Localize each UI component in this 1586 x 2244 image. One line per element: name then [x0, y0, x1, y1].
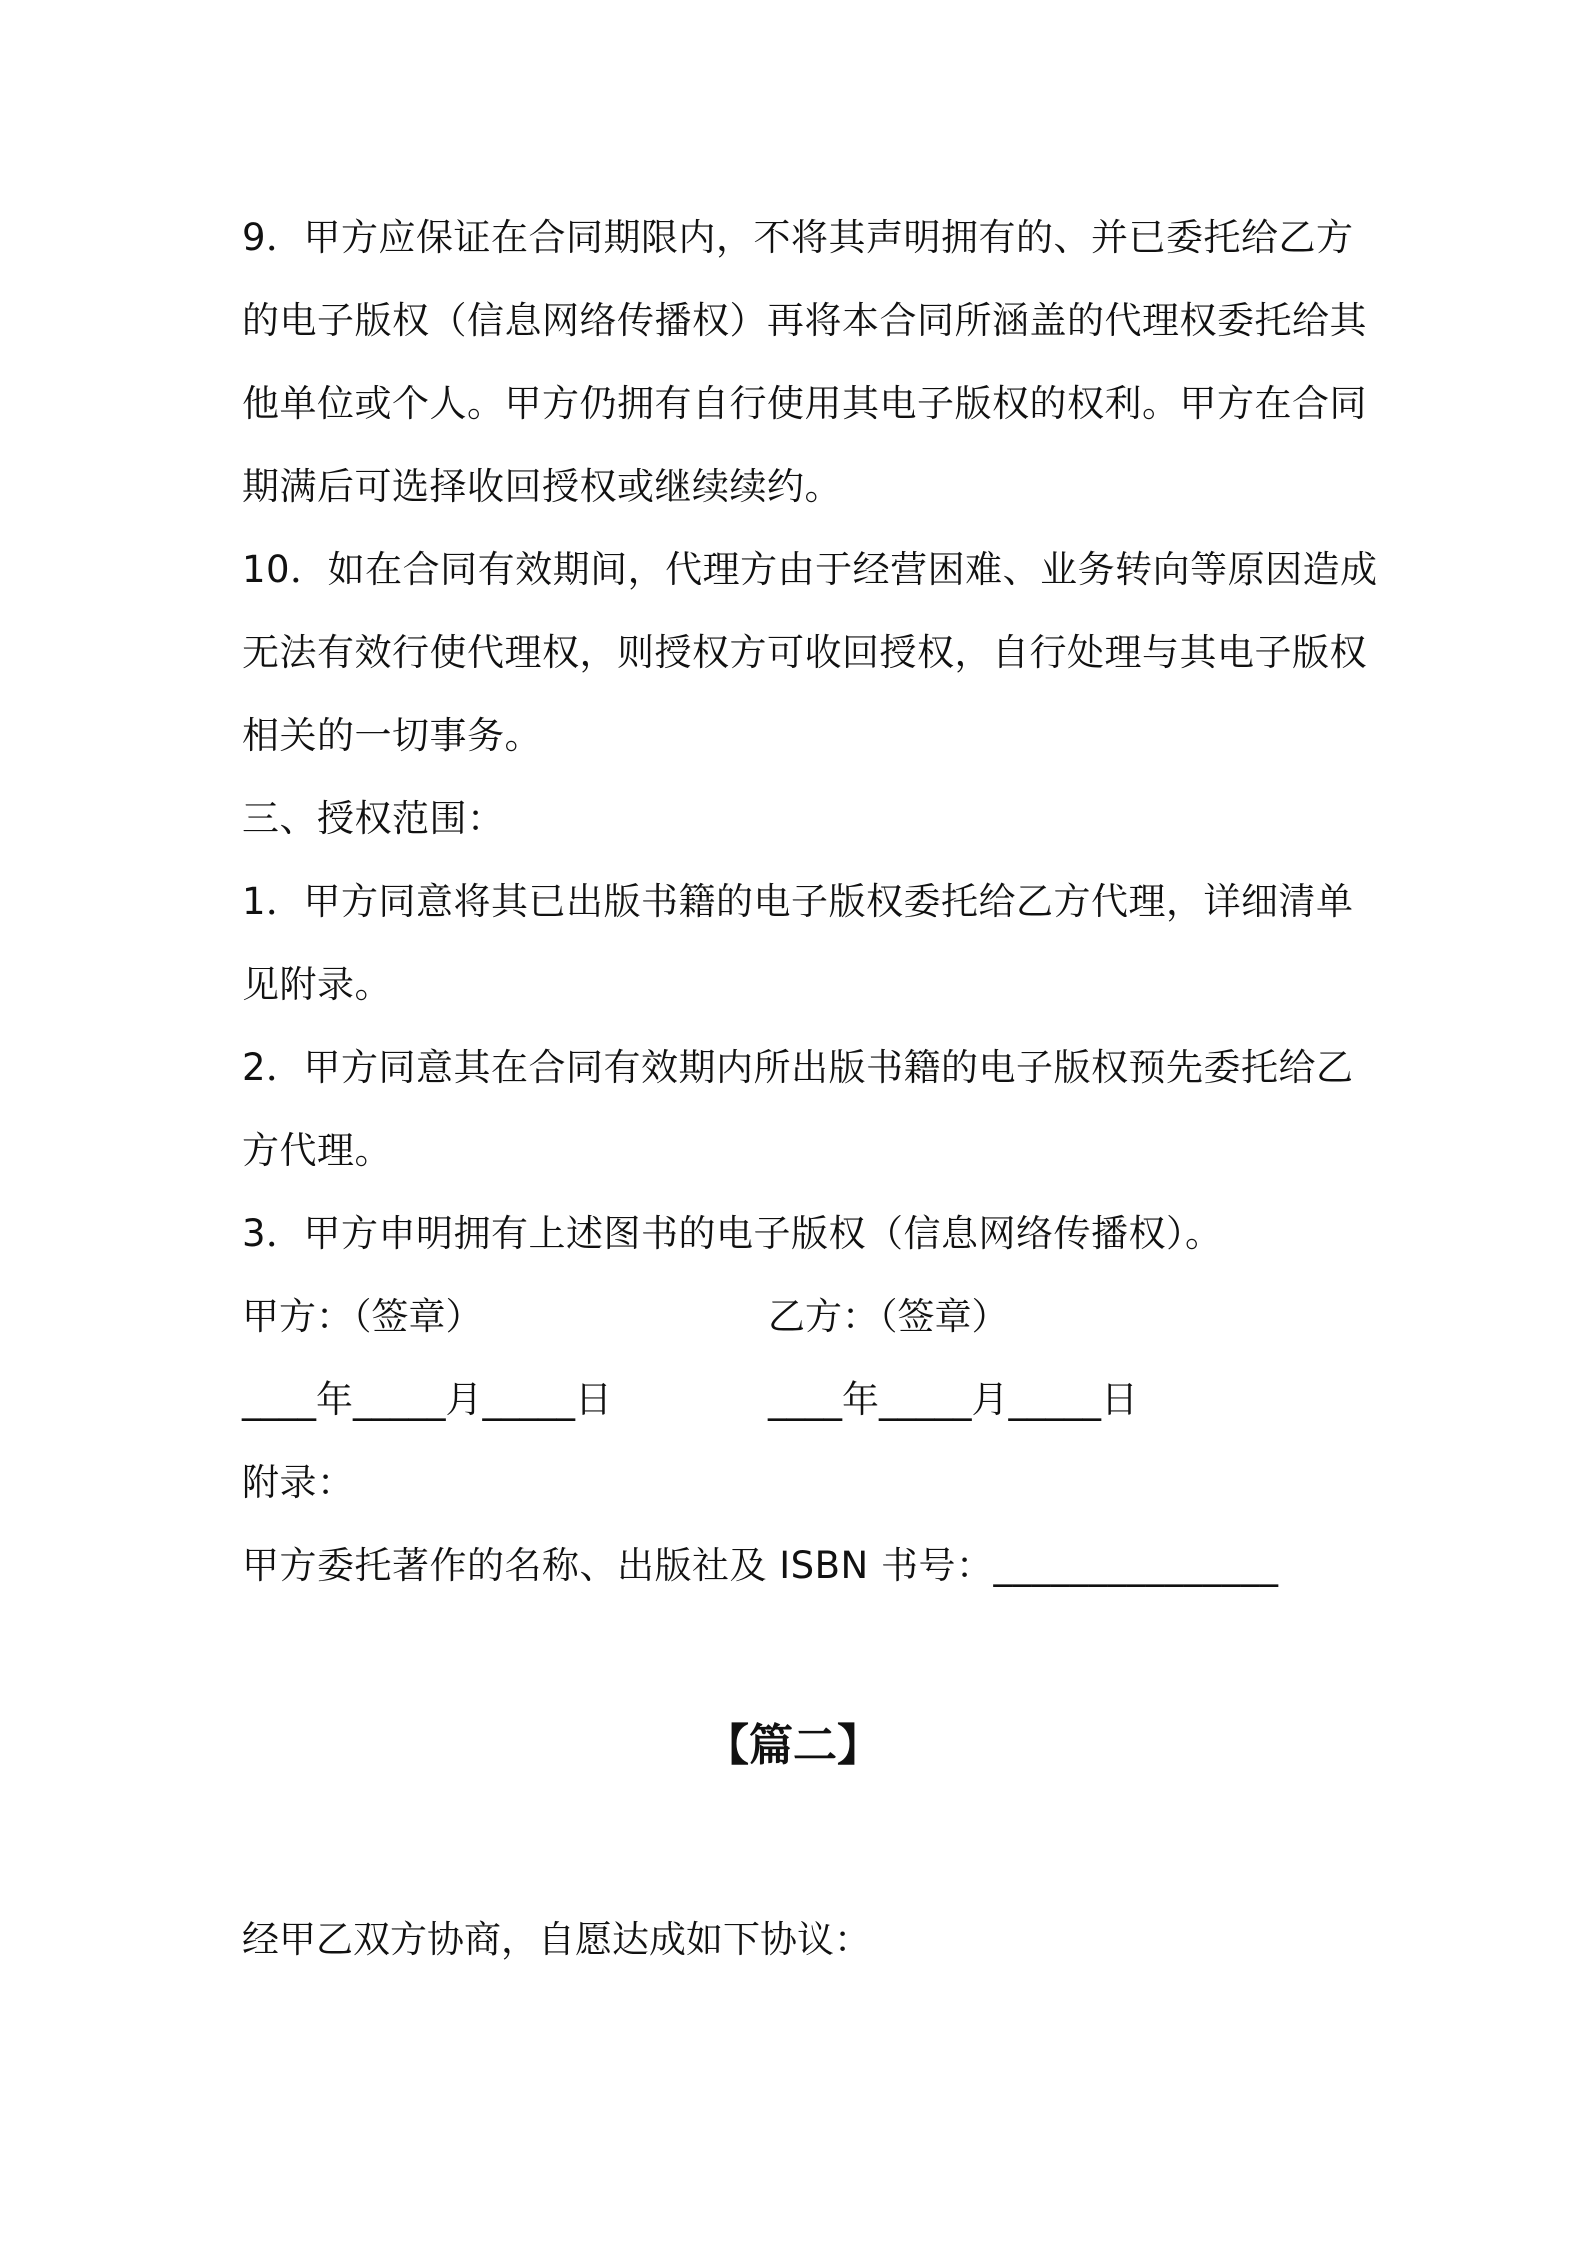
party-b-signature: 乙方：（签章） — [768, 1295, 1009, 1338]
appendix-label: 附录： — [242, 1461, 355, 1504]
section-3-title: 三、授权范围： — [242, 797, 505, 840]
scope-item-2-line-1: 2．甲方同意其在合同有效期内所出版书籍的电子版权预先委托给乙 — [242, 1046, 1354, 1089]
signature-row — [242, 1275, 1352, 1358]
section-intro: 经甲乙双方协商，自愿达成如下协议： — [242, 1918, 871, 1961]
clause-9-line-3: 他单位或个人。甲方仍拥有自行使用其电子版权的权利。甲方在合同 — [242, 382, 1367, 425]
clause-9-line-2: 的电子版权（信息网络传播权）再将本合同所涵盖的代理权委托给其 — [242, 299, 1367, 342]
clause-10-line-1: 10．如在合同有效期间，代理方由于经营困难、业务转向等原因造成 — [242, 548, 1378, 591]
clause-9-line-4: 期满后可选择收回授权或继续续约。 — [242, 465, 842, 508]
scope-item-1-line-2: 见附录。 — [242, 963, 392, 1006]
date-row — [242, 1358, 1352, 1441]
document-body — [242, 196, 1378, 1607]
appendix-isbn-line: 甲方委托著作的名称、出版社及 ISBN 书号：_______________ — [242, 1544, 1279, 1587]
party-a-date: ____年_____月_____日 — [242, 1378, 612, 1421]
scope-item-2-line-2: 方代理。 — [242, 1129, 392, 1172]
clause-10-line-2: 无法有效行使代理权，则授权方可收回授权，自行处理与其电子版权 — [242, 631, 1367, 674]
scope-item-3: 3．甲方申明拥有上述图书的电子版权（信息网络传播权）。 — [242, 1212, 1223, 1255]
party-b-date: ____年_____月_____日 — [768, 1378, 1138, 1421]
clause-10-line-3: 相关的一切事务。 — [242, 714, 542, 757]
section-heading: 【篇二】 — [705, 1720, 881, 1771]
party-a-signature: 甲方：（签章） — [242, 1295, 483, 1338]
clause-9-line-1: 9．甲方应保证在合同期限内，不将其声明拥有的、并已委托给乙方 — [242, 216, 1354, 259]
scope-item-1-line-1: 1．甲方同意将其已出版书籍的电子版权委托给乙方代理，详细清单 — [242, 880, 1354, 923]
